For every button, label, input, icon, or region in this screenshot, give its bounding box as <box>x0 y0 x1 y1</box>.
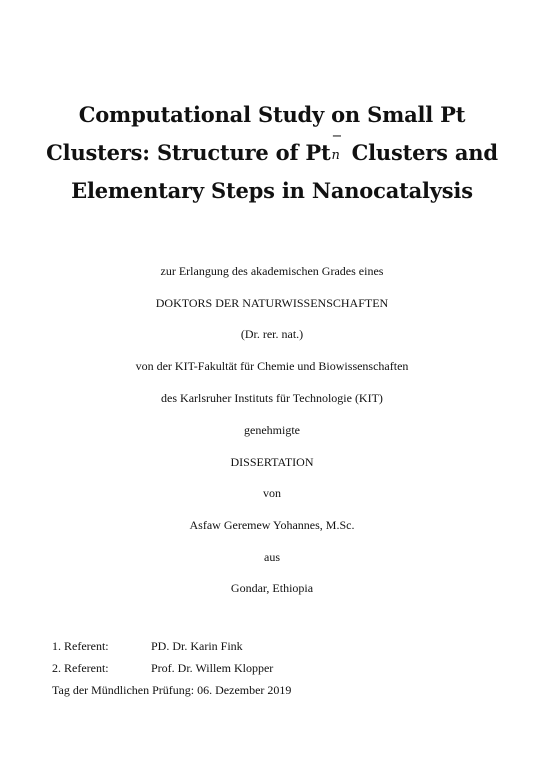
referee-2 <box>52 660 273 676</box>
referee-1-label: 1. Referent: <box>52 639 109 653</box>
degree-name: DOKTORS DER NATURWISSENSCHAFTEN <box>155 296 389 310</box>
institute: des Karlsruher Instituts für Technologie (KIT) <box>161 391 383 405</box>
from-text: aus <box>264 550 280 564</box>
referee-2-name: Prof. Dr. Willem Klopper <box>151 661 274 675</box>
title-line-3: Elementary Steps in Nanocatalysis <box>71 178 473 203</box>
thesis-title <box>30 96 514 210</box>
superscript-minus: − <box>331 129 343 144</box>
title-line-2-end: Clusters and <box>344 140 498 165</box>
author-origin: Gondar, Ethiopia <box>230 581 314 595</box>
degree-abbreviation: (Dr. rer. nat.) <box>240 327 304 341</box>
pt-anion-notation <box>331 129 345 163</box>
degree-purpose: zur Erlangung des akademischen Grades eines <box>160 264 384 278</box>
title-line-2 <box>30 129 514 172</box>
subscript-n: n <box>331 148 340 163</box>
referee-2-label: 2. Referent: <box>52 661 109 675</box>
document-type: DISSERTATION <box>230 455 314 469</box>
referee-1-name: PD. Dr. Karin Fink <box>151 639 243 653</box>
exam-date: Tag der Mündlichen Prüfung: 06. Dezember 2019 <box>52 683 292 697</box>
title-line-1: Computational Study on Small Pt <box>78 102 466 127</box>
referee-1 <box>52 638 243 654</box>
by-text: von <box>263 486 281 500</box>
faculty: von der KIT-Fakultät für Chemie und Biowissenschaften <box>135 359 409 373</box>
approved-text: genehmigte <box>244 423 300 437</box>
title-line-2-start: Clusters: Structure of Pt <box>46 140 331 165</box>
author-name: Asfaw Geremew Yohannes, M.Sc. <box>189 518 355 532</box>
